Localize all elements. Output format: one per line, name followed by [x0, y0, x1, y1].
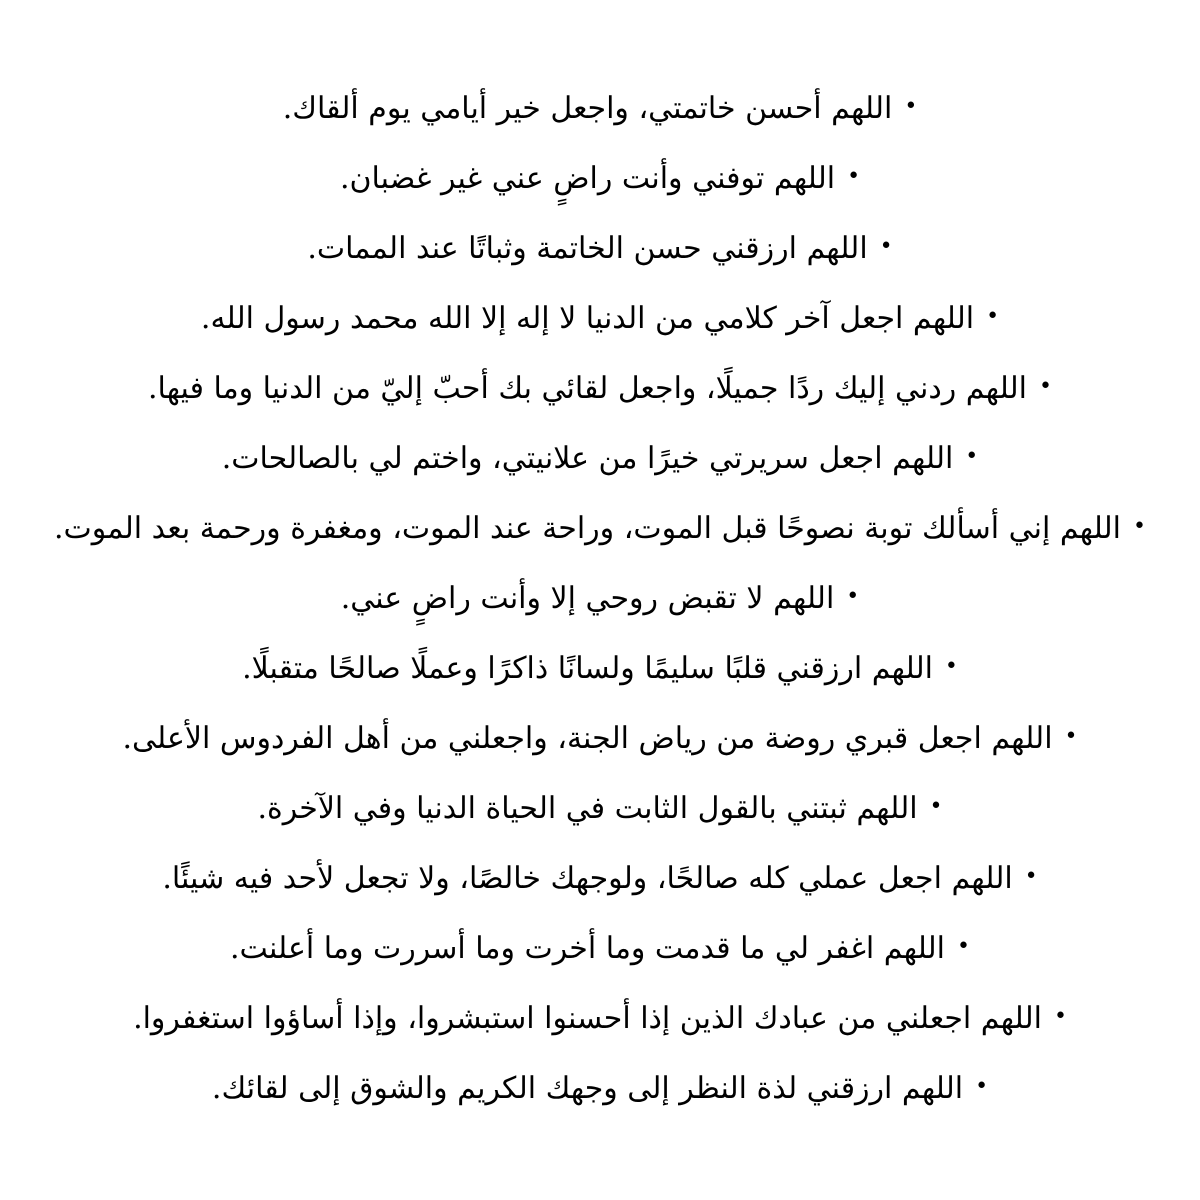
list-item — [0, 988, 1200, 1058]
list-item — [0, 1058, 1200, 1128]
list-item — [0, 568, 1200, 638]
dua-text: اللهم توفني وأنت راضٍ عني غير غضبان. — [339, 161, 836, 196]
bullet-icon: • — [986, 304, 1000, 329]
dua-text: اللهم اغفر لي ما قدمت وما أخرت وما أسررت وما أعلنت. — [229, 931, 946, 966]
bullet-icon: • — [929, 794, 943, 819]
list-item — [0, 358, 1200, 428]
bullet-icon: • — [879, 234, 893, 259]
dua-text: اللهم ارزقني حسن الخاتمة وثباتًا عند الممات. — [307, 231, 868, 266]
dua-text: اللهم لا تقبض روحي إلا وأنت راضٍ عني. — [340, 581, 835, 616]
bullet-icon: • — [1133, 514, 1147, 539]
dua-text: اللهم أحسن خاتمتي، واجعل خير أيامي يوم ألقاك. — [282, 91, 893, 126]
bullet-icon: • — [957, 934, 970, 959]
list-item — [0, 78, 1200, 148]
bullet-icon: • — [1039, 374, 1052, 399]
bullet-icon: • — [904, 94, 918, 119]
list-item — [0, 218, 1200, 288]
list-item — [0, 428, 1200, 498]
list-item — [0, 708, 1200, 778]
dua-text: اللهم ارزقني قلبًا سليمًا ولسانًا ذاكرًا وعملًا صالحًا متقبلًا. — [242, 651, 933, 686]
list-item — [0, 848, 1200, 918]
dua-text: اللهم ارزقني لذة النظر إلى وجهك الكريم والشوق إلى لقائك. — [211, 1071, 964, 1106]
list-item — [0, 638, 1200, 708]
dua-text: اللهم ثبتني بالقول الثابت في الحياة الدنيا وفي الآخرة. — [257, 791, 918, 826]
dua-text: اللهم اجعل آخر كلامي من الدنيا لا إله إلا الله محمد رسول الله. — [200, 301, 975, 336]
dua-text: اللهم اجعل عملي كله صالحًا، ولوجهك خالصًا، ولا تجعل لأحد فيه شيئًا. — [162, 861, 1013, 896]
bullet-icon: • — [846, 584, 860, 609]
dua-text: اللهم اجعل قبري روضة من رياض الجنة، واجعلني من أهل الفردوس الأعلى. — [122, 721, 1053, 756]
bullet-icon: • — [965, 444, 979, 469]
list-item — [0, 498, 1200, 568]
bullet-icon: • — [1064, 724, 1078, 749]
bullet-icon: • — [1053, 1004, 1067, 1029]
dua-text: اللهم إني أسألك توبة نصوحًا قبل الموت، وراحة عند الموت، ومغفرة ورحمة بعد الموت. — [53, 511, 1122, 546]
list-item — [0, 288, 1200, 358]
bullet-icon: • — [975, 1074, 989, 1099]
bullet-icon: • — [944, 654, 958, 679]
dua-text: اللهم اجعل سريرتي خيرًا من علانيتي، واختم لي بالصالحات. — [221, 441, 954, 476]
dua-text: اللهم اجعلني من عبادك الذين إذا أحسنوا استبشروا، وإذا أساؤوا استغفروا. — [133, 1001, 1042, 1036]
bullet-icon: • — [847, 164, 861, 189]
list-item — [0, 148, 1200, 218]
dua-text: اللهم ردني إليك ردًا جميلًا، واجعل لقائي بك أحبّ إليّ من الدنيا وما فيها. — [148, 371, 1027, 406]
bullet-icon: • — [1024, 864, 1038, 889]
list-item — [0, 778, 1200, 848]
list-item — [0, 918, 1200, 988]
dua-list — [0, 78, 1200, 1128]
